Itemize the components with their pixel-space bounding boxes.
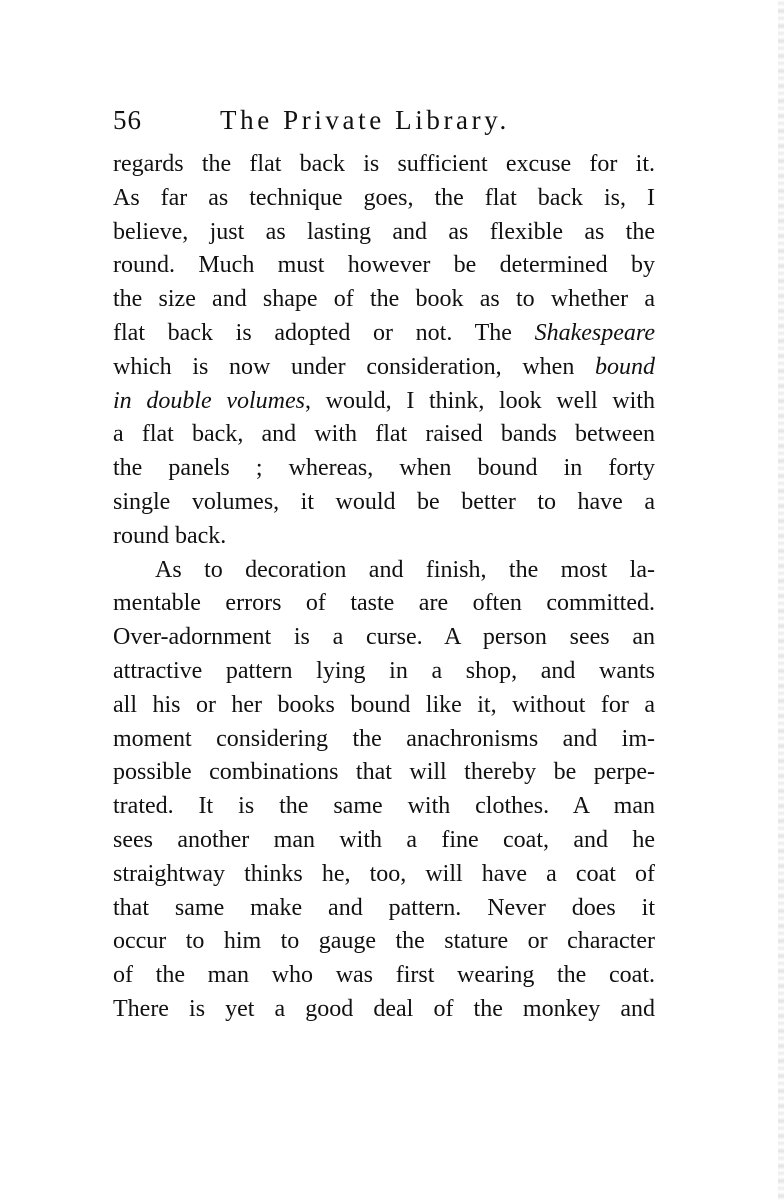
running-head: [113, 100, 563, 140]
body-text: [113, 148, 655, 1027]
text-line: mentable errors of taste are often committed.: [113, 590, 655, 617]
text-line: single volumes, it would be better to have a: [113, 488, 655, 515]
italic-phrase-bound: bound: [595, 353, 655, 380]
text-line: that same make and pattern. Never does it: [113, 894, 655, 921]
text-line: which is now under consideration, when bound: [113, 353, 655, 380]
text-line: the size and shape of the book as to whether a: [113, 286, 655, 313]
text-line: attractive pattern lying in a shop, and wants: [113, 657, 655, 684]
text-line: believe, just as lasting and as flexible as the: [113, 218, 655, 245]
text-line: sees another man with a fine coat, and he: [113, 826, 655, 853]
italic-phrase-double-volumes: in double volumes: [113, 387, 305, 414]
running-title: The Private Library.: [220, 105, 510, 135]
text-line: As far as technique goes, the flat back is, I: [113, 184, 655, 211]
text-line: the panels ; whereas, when bound in forty: [113, 455, 655, 482]
text-line: straightway thinks he, too, will have a coat of: [113, 860, 655, 887]
italic-title-shakespeare: Shakespeare: [534, 319, 655, 346]
page-number: 56: [113, 105, 142, 135]
text-line: round. Much must however be determined by: [113, 252, 655, 279]
text-line: trated. It is the same with clothes. A man: [113, 793, 655, 820]
text-line: round back.: [113, 522, 227, 549]
text-line: Over-adornment is a curse. A person sees an: [113, 624, 655, 651]
text-line: As to decoration and finish, the most la-: [155, 556, 655, 583]
text-line: flat back is adopted or not. The Shakespeare: [113, 319, 655, 346]
page-edge-shadow: [778, 0, 784, 1200]
text-line: moment considering the anachronisms and im-: [113, 725, 655, 752]
text-line: occur to him to gauge the stature or character: [113, 928, 655, 955]
text-line: all his or her books bound like it, without for a: [113, 691, 655, 718]
text-line: in double volumes, would, I think, look well with: [113, 387, 655, 414]
text-line: of the man who was first wearing the coat.: [113, 962, 655, 989]
text-line: possible combinations that will thereby be perpe-: [113, 759, 655, 786]
text-line: a flat back, and with flat raised bands between: [113, 421, 655, 448]
text-line: regards the flat back is sufficient excuse for it.: [113, 151, 655, 177]
text-line: There is yet a good deal of the monkey and: [113, 995, 655, 1022]
